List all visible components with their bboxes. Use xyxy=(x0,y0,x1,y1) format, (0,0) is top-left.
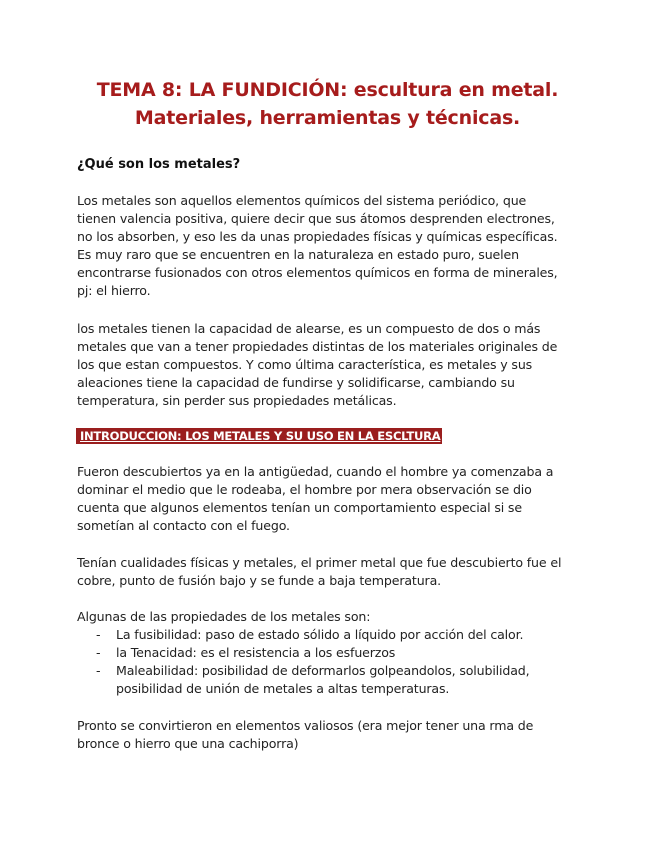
text-line: cobre, punto de fusión bajo y se funde a baja temperatura. xyxy=(77,573,441,588)
list-item-text: la Tenacidad: es el resistencia a los esfuerzos xyxy=(116,645,396,660)
text-line: Es muy raro que se encuentren en la naturaleza en estado puro, suelen xyxy=(77,247,519,262)
text-line: no los absorben, y eso les da unas propiedades físicas y químicas específicas. xyxy=(77,229,558,244)
paragraph-properties-intro: Algunas de las propiedades de los metales son: xyxy=(77,609,371,624)
list-item-text: Maleabilidad: posibilidad de deformarlos golpeandolos, solubilidad, xyxy=(116,663,530,678)
paragraph-valuable xyxy=(77,717,583,753)
list-bullet: - xyxy=(96,627,101,642)
text-line: pj: el hierro. xyxy=(77,283,151,298)
text-line: dominar el medio que le rodeaba, el hombre por mera observación se dio xyxy=(77,482,532,497)
paragraph-copper xyxy=(77,554,583,590)
list-item-text: La fusibilidad: paso de estado sólido a líquido por acción del calor. xyxy=(116,627,524,642)
text-line: Tenían cualidades físicas y metales, el primer metal que fue descubierto fue el xyxy=(77,555,562,570)
question-heading: ¿Qué son los metales? xyxy=(77,157,241,172)
list-item-text-continued: posibilidad de unión de metales a altas temperaturas. xyxy=(116,681,450,696)
text-line: los que estan compuestos. Y como última característica, es metales y sus xyxy=(77,357,533,372)
text-line: sometían al contacto con el fuego. xyxy=(77,518,290,533)
text-line: Pronto se convirtieron en elementos valiosos (era mejor tener una rma de xyxy=(77,718,534,733)
text-line: temperatura, sin perder sus propiedades metálicas. xyxy=(77,393,397,408)
list-item xyxy=(96,644,566,662)
paragraph-discovery xyxy=(77,463,583,535)
list-bullet: - xyxy=(96,645,101,660)
text-line: tienen valencia positiva, quiere decir que sus átomos desprenden electrones, xyxy=(77,211,555,226)
text-line: bronce o hierro que una cachiporra) xyxy=(77,736,299,751)
paragraph-alloys xyxy=(77,320,583,410)
list-item xyxy=(96,662,566,698)
list-item xyxy=(96,626,566,644)
properties-list xyxy=(96,626,566,698)
text-line: Los metales son aquellos elementos químicos del sistema periódico, que xyxy=(77,193,527,208)
paragraph-metals-definition xyxy=(77,192,583,300)
text-line: metales que van a tener propiedades distintas de los materiales originales de xyxy=(77,339,558,354)
list-bullet: - xyxy=(96,663,101,678)
text-line: Fueron descubiertos ya en la antigüedad, cuando el hombre ya comenzaba a xyxy=(77,464,554,479)
text-line: cuenta que algunos elementos tenían un comportamiento especial si se xyxy=(77,500,522,515)
document-title-line-2: Materiales, herramientas y técnicas. xyxy=(134,107,521,129)
document-title-line-1: TEMA 8: LA FUNDICIÓN: escultura en metal. xyxy=(96,79,559,101)
text-line: aleaciones tiene la capacidad de fundirse y solidificarse, cambiando su xyxy=(77,375,515,390)
text-line: los metales tienen la capacidad de alearse, es un compuesto de dos o más xyxy=(77,321,541,336)
text-line: encontrarse fusionados con otros elementos químicos en forma de minerales, xyxy=(77,265,558,280)
section-heading-banner: INTRODUCCION: LOS METALES Y SU USO EN LA ESCLTURA xyxy=(76,428,442,444)
